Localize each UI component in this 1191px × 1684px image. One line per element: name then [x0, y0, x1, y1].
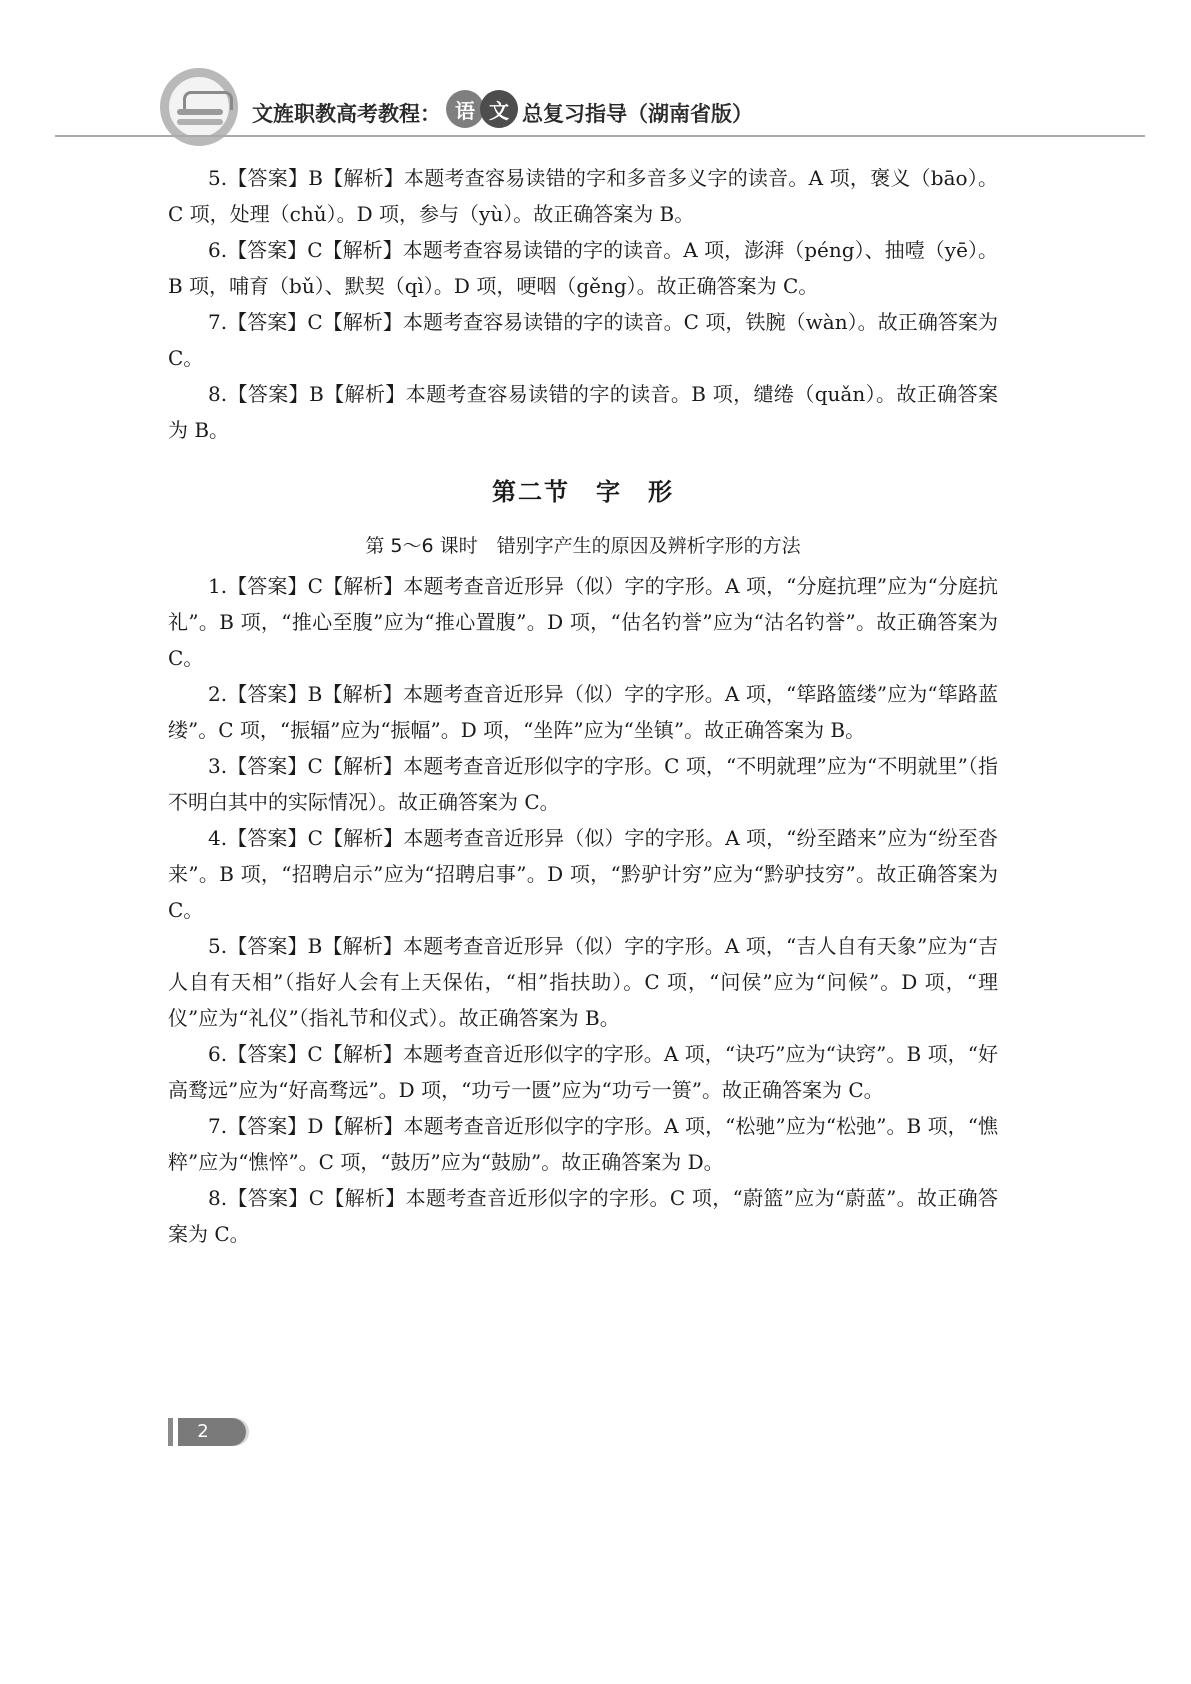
answer-paragraph: 6.【答案】C【解析】本题考查音近形似字的字形。A 项，“诀巧”应为“诀窍”。B 项，“好高鹜远”应为“好高骛远”。D 项，“功亏一匮”应为“功亏一篑”。故正确答案为 C。	[168, 1042, 998, 1102]
subject-badge	[446, 90, 514, 130]
series-title: 文旌职教高考教程：	[252, 102, 441, 126]
lesson-title: 第 5～6 课时 错别字产生的原因及辨析字形的方法	[365, 535, 801, 557]
subject-char-2: 文	[480, 90, 518, 128]
answer-paragraph: 6.【答案】C【解析】本题考查容易读错的字的读音。A 项，澎湃（péng）、抽噎（yē）。B 项，哺育（bǔ）、默契（qì）。D 项，哽咽（gěng）。故正确答案为 C。	[168, 238, 998, 298]
section-title: 第二节 字 形	[492, 477, 674, 506]
answer-paragraph: 7.【答案】D【解析】本题考查音近形似字的字形。A 项，“松驰”应为“松弛”。B 项，“憔粹”应为“憔悴”。C 项，“鼓历”应为“鼓励”。故正确答案为 D。	[168, 1114, 998, 1174]
answer-paragraph: 7.【答案】C【解析】本题考查容易读错的字的读音。C 项，铁腕（wàn）。故正确答案为 C。	[168, 310, 998, 370]
page-content	[168, 160, 998, 1252]
answer-paragraph: 4.【答案】C【解析】本题考查音近形异（似）字的字形。A 项，“纷至踏来”应为“纷至沓来”。B 项，“招聘启示”应为“招聘启事”。D 项，“黔驴计穷”应为“黔驴技穷”。故正确答案为 C。	[168, 826, 998, 922]
footer-bar	[168, 1418, 173, 1446]
answer-paragraph: 5.【答案】B【解析】本题考查容易读错的字和多音多义字的读音。A 项，褒义（bāo）。C 项，处理（chǔ）。D 项，参与（yù）。故正确答案为 B。	[168, 166, 998, 226]
book-title: 总复习指导（湖南省版）	[522, 102, 753, 126]
header-divider	[55, 135, 1145, 137]
answer-paragraph: 5.【答案】B【解析】本题考查音近形异（似）字的字形。A 项，“吉人自有天象”应为“吉人自有天相”（指好人会有上天保佑，“相”指扶助）。C 项，“问侯”应为“问候”。D 项，“理仪”应为“礼仪”（指礼节和仪式）。故正确答案为 B。	[168, 934, 998, 1030]
answer-paragraph: 1.【答案】C【解析】本题考查音近形异（似）字的字形。A 项，“分庭抗理”应为“分庭抗礼”。B 项，“推心至腹”应为“推心置腹”。D 项，“估名钓誉”应为“沽名钓誉”。故正确答案为 C。	[168, 574, 998, 670]
page-header	[0, 60, 1191, 150]
page-footer	[168, 1418, 248, 1446]
subject-char-1: 语	[446, 90, 484, 128]
answer-paragraph: 8.【答案】B【解析】本题考查容易读错的字的读音。B 项，缱绻（quǎn）。故正确答案为 B。	[168, 382, 998, 442]
answer-paragraph: 3.【答案】C【解析】本题考查音近形似字的字形。C 项，“不明就理”应为“不明就里”（指不明白其中的实际情况）。故正确答案为 C。	[168, 754, 998, 814]
answer-paragraph: 8.【答案】C【解析】本题考查音近形似字的字形。C 项，“蔚篮”应为“蔚蓝”。故正确答案为 C。	[168, 1186, 998, 1246]
page-number: 2	[197, 1421, 209, 1442]
answer-paragraph: 2.【答案】B【解析】本题考查音近形异（似）字的字形。A 项，“筚路篮缕”应为“筚路蓝缕”。C 项，“振辐”应为“振幅”。D 项，“坐阵”应为“坐镇”。故正确答案为 B。	[168, 682, 998, 742]
